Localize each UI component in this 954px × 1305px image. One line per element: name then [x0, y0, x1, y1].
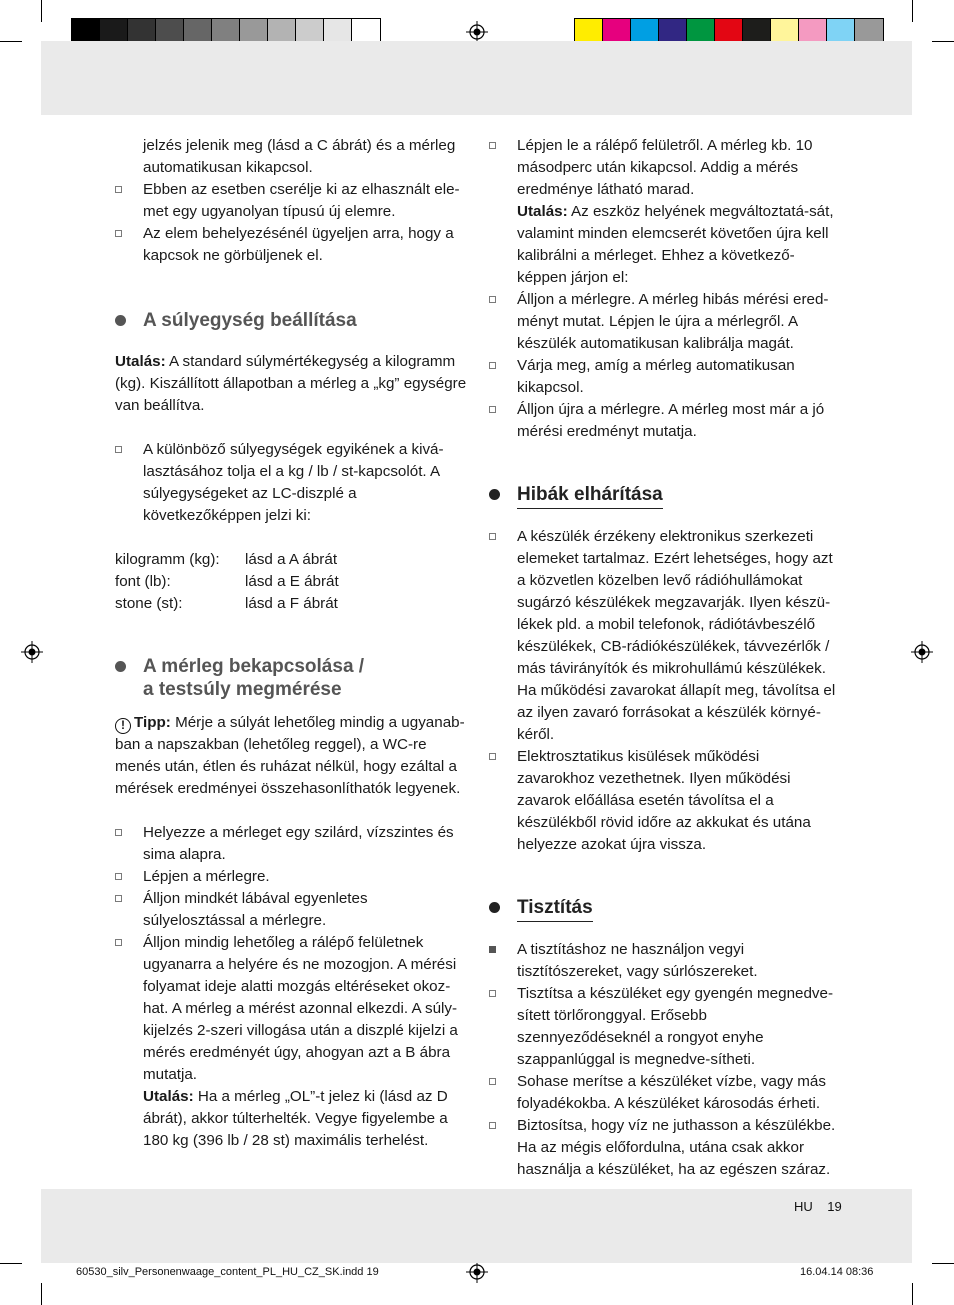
heading-text: A súlyegység beállítása — [143, 310, 357, 331]
tip-paragraph — [115, 712, 467, 800]
list-item-text: Ebben az esetben cserélje ki az elhasznált ele-met egy ugyanolyan típusú új elemre. — [143, 181, 460, 220]
unit-value: lásd a F ábrát — [245, 595, 338, 612]
list-item-text: Álljon mindkét lábával egyenletes súlyelosztással a mérlegre. — [143, 890, 368, 929]
square-bullet-icon — [489, 946, 496, 953]
crop-mark — [41, 1283, 42, 1305]
note-paragraph — [517, 201, 841, 289]
unit-table — [115, 549, 467, 615]
list-item — [115, 179, 467, 223]
tip-text: Mérje a súlyát lehetőleg mindig a ugyanab-ban a napszakban (lehetőleg reggel), a WC-re menés után, étlen és ruházat nélkül, hogy ezáltal a mérések eredményei összehasonlíthatók legyenek. — [115, 714, 465, 797]
list-item — [489, 1071, 841, 1115]
registration-mark-icon — [466, 1261, 488, 1283]
unit-key: kilogramm (kg): — [115, 551, 220, 568]
checkbox-bullet-icon — [115, 939, 122, 946]
unit-value: lásd a E ábrát — [245, 573, 339, 590]
heading-text: Tisztítás — [517, 896, 593, 922]
section-heading-cleaning — [489, 896, 841, 922]
registration-mark-icon — [21, 641, 43, 663]
checkbox-bullet-icon — [115, 873, 122, 880]
checkbox-bullet-icon — [489, 142, 496, 149]
section-heading-weigh — [115, 655, 467, 701]
heading-text: A mérleg bekapcsolása / — [143, 656, 365, 677]
bullet-dot-icon — [489, 489, 500, 500]
unit-row — [115, 593, 467, 615]
registration-mark-icon — [466, 21, 488, 43]
list-item-text: Helyezze a mérleget egy szilárd, vízszintes és sima alapra. — [143, 824, 454, 863]
note-text: Az eszköz helyének megváltoztatá-sát, valamint minden elemcserét követően újra kell kalibrálni a mérleget. Ehhez a következő-képpen járjon el: — [517, 203, 834, 286]
section-heading-errors — [489, 483, 841, 509]
list-item-text: Álljon a mérlegre. A mérleg hibás mérési ered-ményt mutat. Lépjen le újra a mérlegről. A készülék automatikusan kalibrálja magát. — [517, 291, 829, 352]
exclamation-icon: ! — [115, 718, 131, 734]
checkbox-bullet-icon — [489, 1078, 496, 1085]
list-item — [489, 399, 841, 443]
list-item — [489, 526, 841, 746]
list-item — [489, 135, 841, 289]
crop-mark — [0, 41, 22, 42]
unit-key: font (lb): — [115, 573, 171, 590]
registration-mark-icon — [911, 641, 933, 663]
list-item-text: Sohase merítse a készüléket vízbe, vagy más folyadékokba. A készüléket károsodás érheti. — [517, 1073, 826, 1112]
list-item-text: Lépjen le a rálépő felületről. A mérleg kb. 10 másodperc után kikapcsol. Addig a mérés eredménye látható marad. — [517, 137, 813, 198]
page-number — [794, 1199, 842, 1214]
footer-band — [41, 1189, 912, 1263]
crop-mark — [932, 41, 954, 42]
left-column — [115, 135, 467, 1152]
checkbox-bullet-icon — [489, 406, 496, 413]
note-text: A standard súlymértékegység a kilogramm (kg). Kiszállított állapotban a mérleg a „kg” egységre van beállítva. — [115, 353, 467, 414]
checkbox-bullet-icon — [115, 895, 122, 902]
checkbox-bullet-icon — [115, 230, 122, 237]
list-item-text: Lépjen a mérlegre. — [143, 868, 270, 885]
note-label: Utalás: — [115, 353, 166, 370]
continued-text: jelzés jelenik meg (lásd a C ábrát) és a mérleg automatikusan kikapcsol. — [143, 137, 456, 176]
list-item-text: A készülék érzékeny elektronikus szerkezeti elemeket tartalmaz. Ezért lehetséges, hogy azt a közvetlen közelben levő rádióhullámokat sugárzó készülékek megzavarják. Ilyen készü-lékek pld. a mobil telefonok, rádiótávbeszélő készülékek, CB-rádiókészülékek, távvezérlők / más távirányítók és mikrohullámú készülékek. Ha működési zavarokat állapít meg, távolítsa el az ilyen zavaró forrásokat a készülék környé-kéről. — [517, 528, 836, 743]
note-text: Ha a mérleg „OL”-t jelez ki (lásd az D ábrát), akkor túlterhelték. Vegye figyelembe a 180 kg (396 lb / 28 st) maximális terhelést. — [143, 1088, 448, 1149]
date-slug: 16.04.14 08:36 — [800, 1266, 874, 1278]
list-item — [115, 932, 467, 1152]
file-slug: 60530_silv_Personenwaage_content_PL_HU_CZ_SK.indd 19 — [76, 1266, 379, 1278]
list-item-text: Álljon újra a mérlegre. A mérleg most már a jó mérési eredményt mutatja. — [517, 401, 825, 440]
list-item — [489, 355, 841, 399]
list-item — [115, 822, 467, 866]
heading-text: a testsúly megmérése — [143, 679, 342, 700]
list-item — [489, 939, 841, 983]
unit-key: stone (st): — [115, 595, 183, 612]
note-label: Utalás: — [143, 1088, 194, 1105]
checkbox-bullet-icon — [115, 186, 122, 193]
unit-row — [115, 549, 467, 571]
note-label: Utalás: — [517, 203, 568, 220]
crop-mark — [0, 1263, 22, 1264]
checkbox-bullet-icon — [115, 829, 122, 836]
unit-row — [115, 571, 467, 593]
note-paragraph — [115, 351, 467, 417]
section-heading-units — [115, 309, 467, 332]
list-item-text: A tisztításhoz ne használjon vegyi tisztítószereket, vagy súrlószereket. — [517, 941, 758, 980]
checkbox-bullet-icon — [489, 990, 496, 997]
list-item — [115, 888, 467, 932]
list-item-text: A különböző súlyegységek egyikének a kivá-lasztásához tolja el a kg / lb / st-kapcsolót. A súlyegységeket az LC-diszplé a következőképpen jelzi ki: — [143, 441, 444, 524]
header-band — [41, 41, 912, 115]
list-item-text: Az elem behelyezésénél ügyeljen arra, hogy a kapcsok ne görbüljenek el. — [143, 225, 454, 264]
tip-label: Tipp: — [134, 714, 171, 731]
list-item — [489, 289, 841, 355]
checkbox-bullet-icon — [489, 1122, 496, 1129]
crop-mark — [912, 0, 913, 22]
checkbox-bullet-icon — [489, 296, 496, 303]
list-item-text: Elektrosztatikus kisülések működési zavarokhoz vezethetnek. Ilyen működési zavarok előállása esetén távolítsa el a készülékből rövid időre az akkukat és utána helyezze azokat újra vissza. — [517, 748, 811, 853]
list-item — [115, 223, 467, 267]
list-item — [115, 866, 467, 888]
list-item-text: Álljon mindig lehetőleg a rálépő felületnek ugyanarra a helyére és ne mozogjon. A mérési folyamat ideje alatti mozgás eltéréseket okoz-hat. A mérleg a mérést azonnal elkezdi. A súly-kijelzés 2-szeri villogása után a diszplé kijelzi a mérés eredményét úgy, ahogyan azt a B ábra mutatja. — [143, 934, 458, 1083]
page-number-value: 19 — [827, 1199, 842, 1214]
list-item — [489, 1115, 841, 1181]
list-item-text: Várja meg, amíg a mérleg automatikusan kikapcsol. — [517, 357, 795, 396]
checkbox-bullet-icon — [489, 753, 496, 760]
list-item-text: Biztosítsa, hogy víz ne juthasson a készülékbe. Ha az mégis előfordulna, utána csak akkor használja a készüléket, ha az egészen száraz. — [517, 1117, 836, 1178]
crop-mark — [41, 0, 42, 22]
list-item — [489, 983, 841, 1071]
language-code: HU — [794, 1199, 813, 1214]
heading-text: Hibák elhárítása — [517, 483, 663, 509]
checkbox-bullet-icon — [115, 446, 122, 453]
bullet-dot-icon — [489, 902, 500, 913]
bullet-dot-icon — [115, 661, 126, 672]
note-paragraph — [143, 1086, 467, 1152]
checkbox-bullet-icon — [489, 362, 496, 369]
list-item — [115, 439, 467, 527]
list-item — [489, 746, 841, 856]
checkbox-bullet-icon — [489, 533, 496, 540]
bullet-dot-icon — [115, 315, 126, 326]
crop-mark — [932, 1263, 954, 1264]
right-column — [489, 135, 841, 1181]
list-item-text: Tisztítsa a készüléket egy gyengén megnedve-sített törlőronggyal. Erősebb szennyeződéseknél a rongyot enyhe szappanlúggal is megnedve-sítheti. — [517, 985, 834, 1068]
crop-mark — [912, 1283, 913, 1305]
unit-value: lásd a A ábrát — [245, 551, 338, 568]
